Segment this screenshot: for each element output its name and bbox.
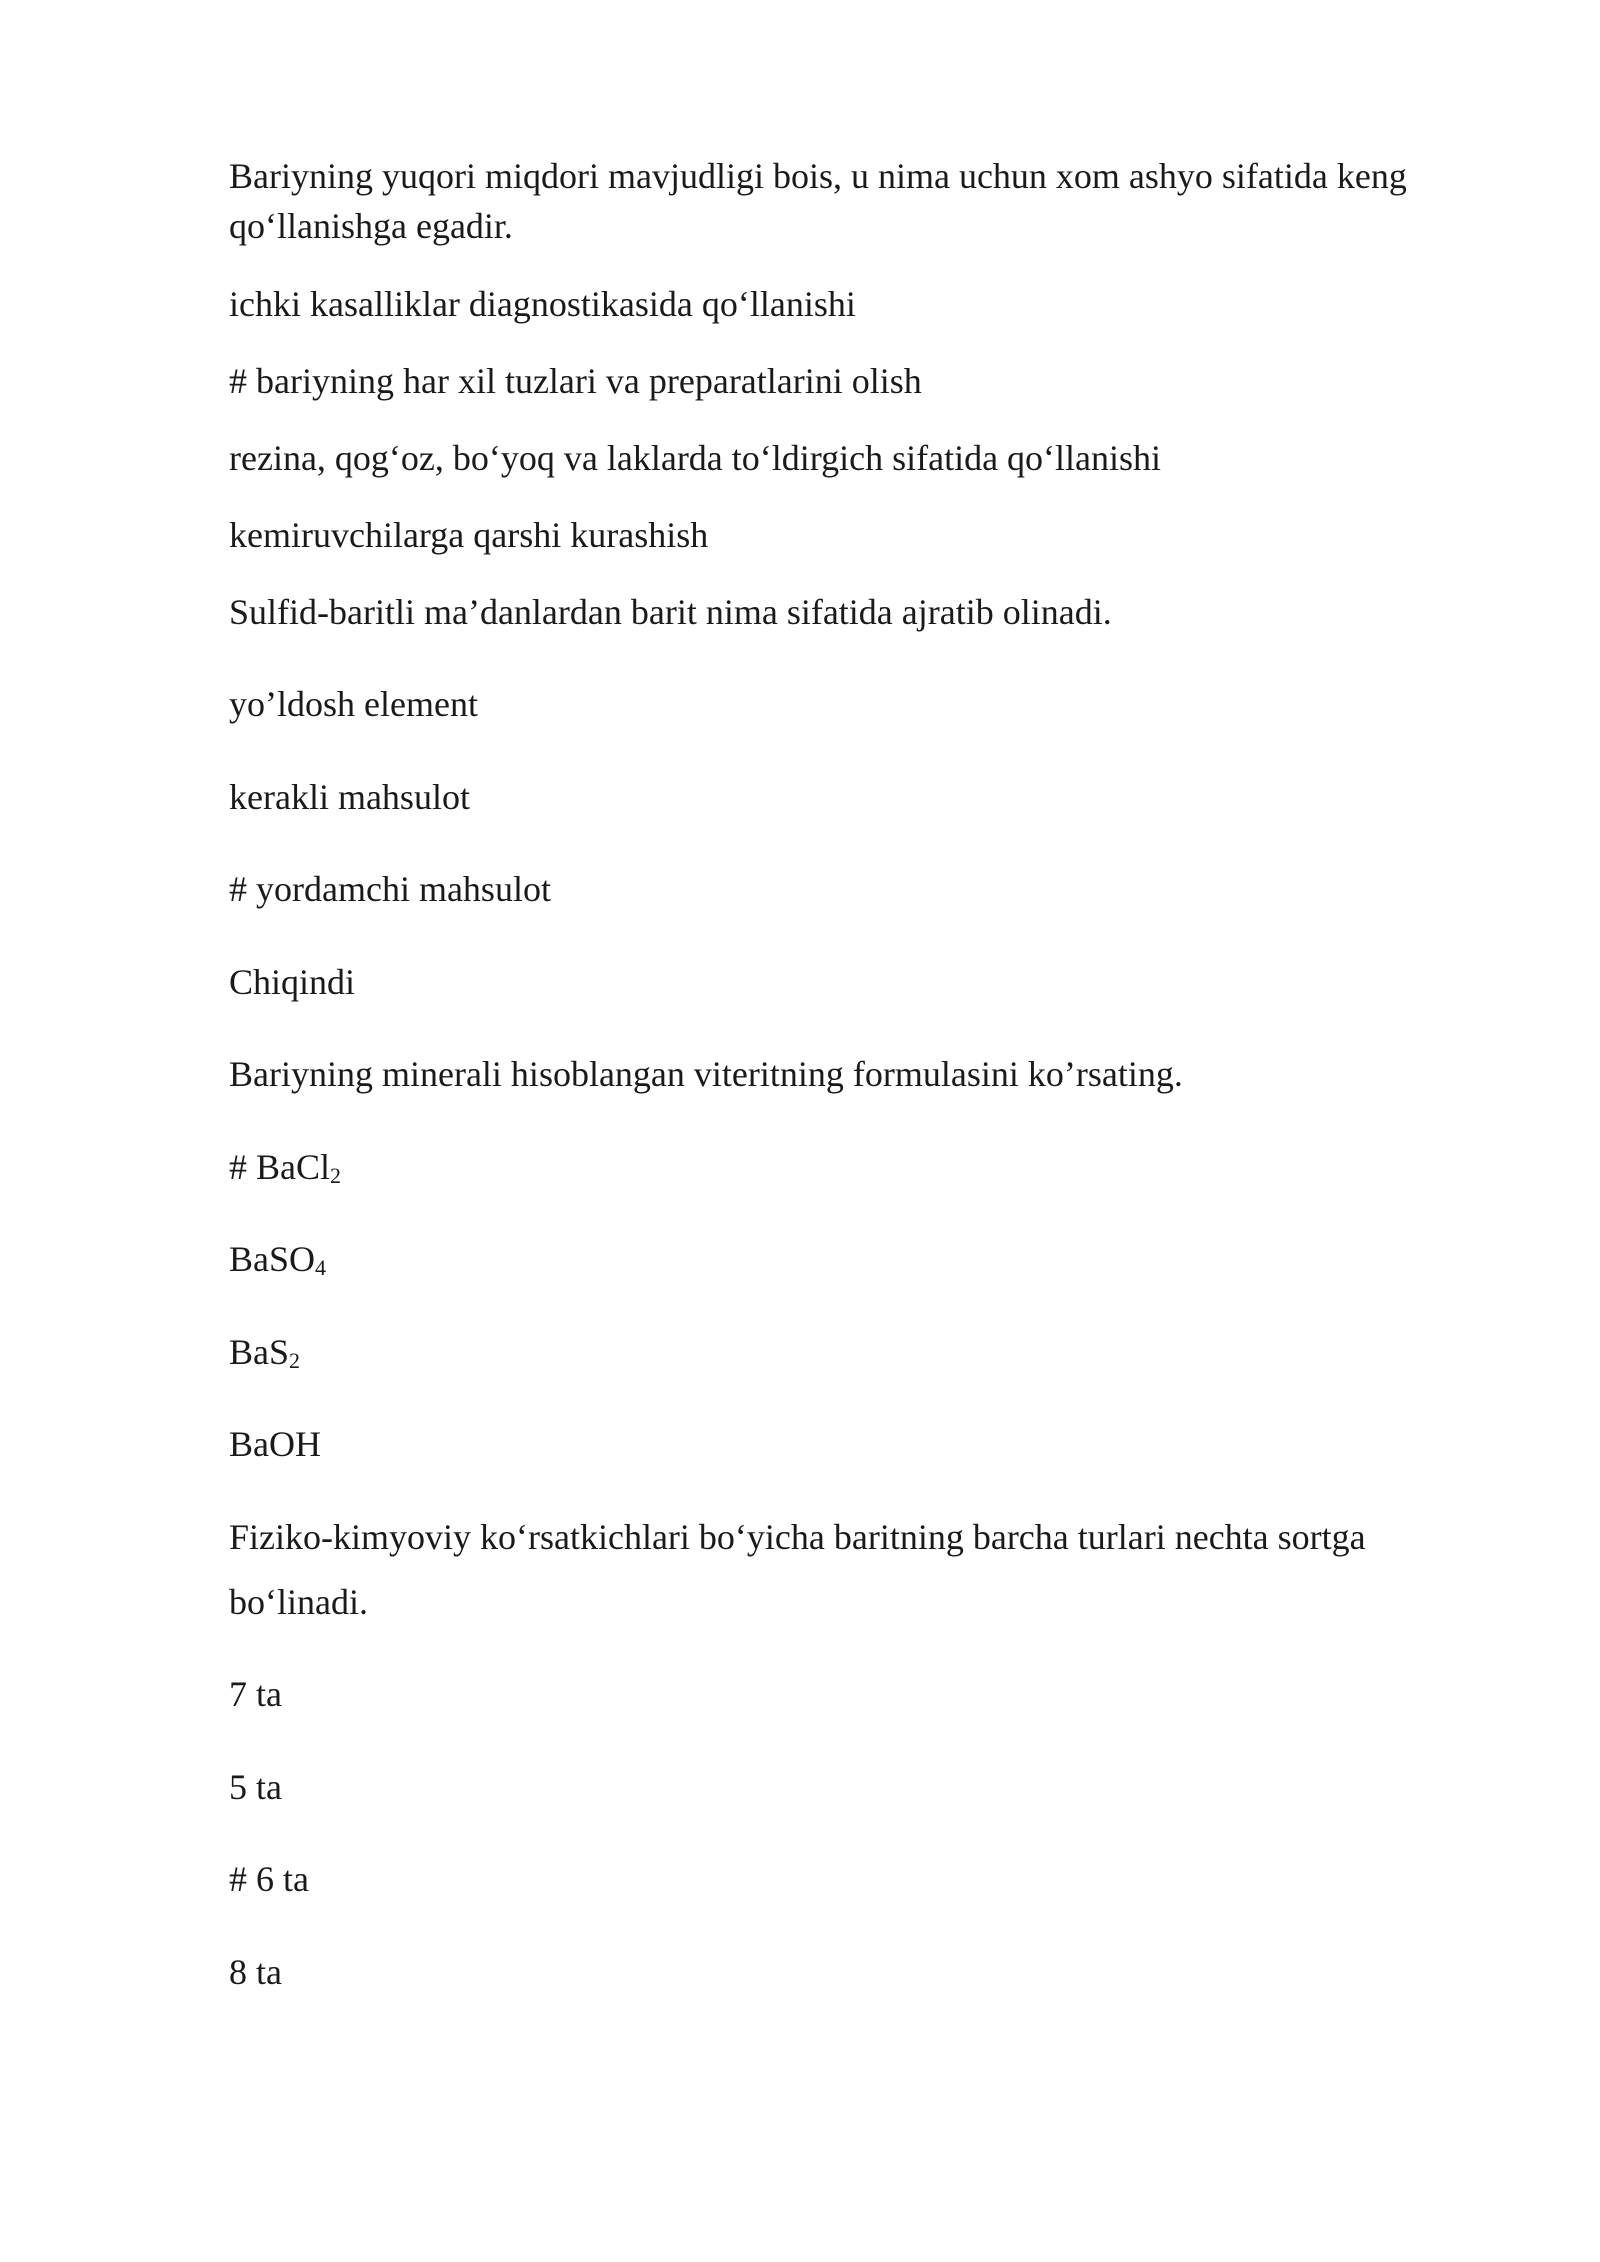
- answer-option: [229, 1234, 1479, 1284]
- answer-option: yo’ldosh element: [229, 684, 478, 724]
- answer-option: ichki kasalliklar diagnostikasida qo‘llanishi: [229, 284, 856, 324]
- answer-option-correct: # bariyning har xil tuzlari va preparatlarini olish: [229, 361, 922, 401]
- answer-option: 8 ta: [229, 1952, 282, 1992]
- answer-option: Chiqindi: [229, 962, 356, 1002]
- question-text: Sulfid-baritli ma’danlardan barit nima sifatida ajratib olinadi.: [229, 592, 1112, 632]
- question-text-line-2: bo‘linadi.: [229, 1582, 368, 1622]
- answer-option: 7 ta: [229, 1674, 282, 1714]
- formula-subscript: 4: [315, 1255, 327, 1280]
- formula-subscript: 2: [330, 1163, 342, 1188]
- answer-option: 5 ta: [229, 1767, 282, 1807]
- formula-subscript: 2: [289, 1348, 301, 1373]
- question-text: Bariyning minerali hisoblangan viteritning formulasini ko’rsating.: [229, 1054, 1183, 1094]
- answer-option-correct: # 6 ta: [229, 1859, 309, 1899]
- question-text: Bariyning yuqori miqdori mavjudligi bois, u nima uchun xom ashyo sifatida keng qo‘llanishga egadir.: [229, 156, 1407, 246]
- formula-base: BaS: [229, 1332, 290, 1372]
- answer-option: kemiruvchilarga qarshi kurashish: [229, 515, 709, 555]
- answer-option: rezina, qog‘oz, bo‘yoq va laklarda to‘ldirgich sifatida qo‘llanishi: [229, 438, 1162, 478]
- formula-base: BaSO: [229, 1239, 316, 1279]
- answer-option-correct: [229, 1142, 1479, 1192]
- question-text-line-1: Fiziko-kimyoviy ko‘rsatkichlari bo‘yicha baritning barcha turlari nechta sortga: [229, 1517, 1366, 1557]
- answer-option: kerakli mahsulot: [229, 777, 470, 817]
- answer-option: BaOH: [229, 1424, 321, 1464]
- answer-option: [229, 1327, 1479, 1377]
- formula-base: # BaCl: [229, 1147, 331, 1187]
- answer-option-correct: # yordamchi mahsulot: [229, 869, 551, 909]
